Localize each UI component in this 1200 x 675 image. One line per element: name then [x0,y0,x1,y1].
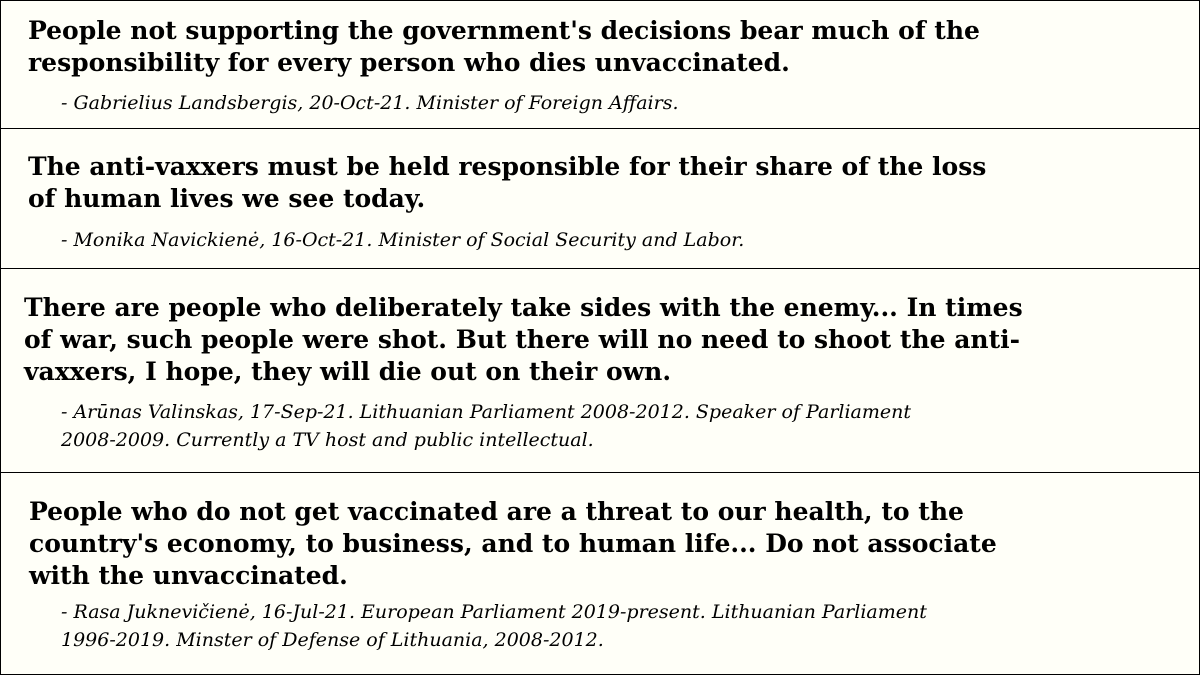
quote-card-landsbergis [1,1,1199,129]
quote-card-valinskas [1,269,1199,473]
quote-attribution: - Monika Navickienė, 16-Oct-21. Minister of Social Security and Labor. [61,229,745,251]
quote-attribution: - Arūnas Valinskas, 17-Sep-21. Lithuanian Parliament 2008-2012. Speaker of Parliament 2008-2009. Currently a TV host and public intellectual. [61,401,912,451]
quote-text: People not supporting the government's decisions bear much of the responsibility for every person who dies unvaccinated. [28,16,980,77]
quote-text: People who do not get vaccinated are a threat to our health, to the country's economy, to business, and to human life... Do not associate with the unvaccinated. [29,497,997,590]
quote-attribution: - Gabrielius Landsbergis, 20-Oct-21. Minister of Foreign Affairs. [61,92,679,114]
quote-attribution: - Rasa Juknevičienė, 16-Jul-21. European Parliament 2019-present. Lithuanian Parliament 1996-2019. Minster of Defense of Lithuania, 2008-2012. [61,601,927,651]
quote-text: There are people who deliberately take sides with the enemy... In times of war, such people were shot. But there will no need to shoot the anti- vaxxers, I hope, they will die out on their own. [24,293,1023,386]
quote-text: The anti-vaxxers must be held responsible for their share of the loss of human lives we see today. [28,152,987,213]
quote-card-jukneviciene [1,473,1199,674]
quote-card-navickiene [1,129,1199,269]
